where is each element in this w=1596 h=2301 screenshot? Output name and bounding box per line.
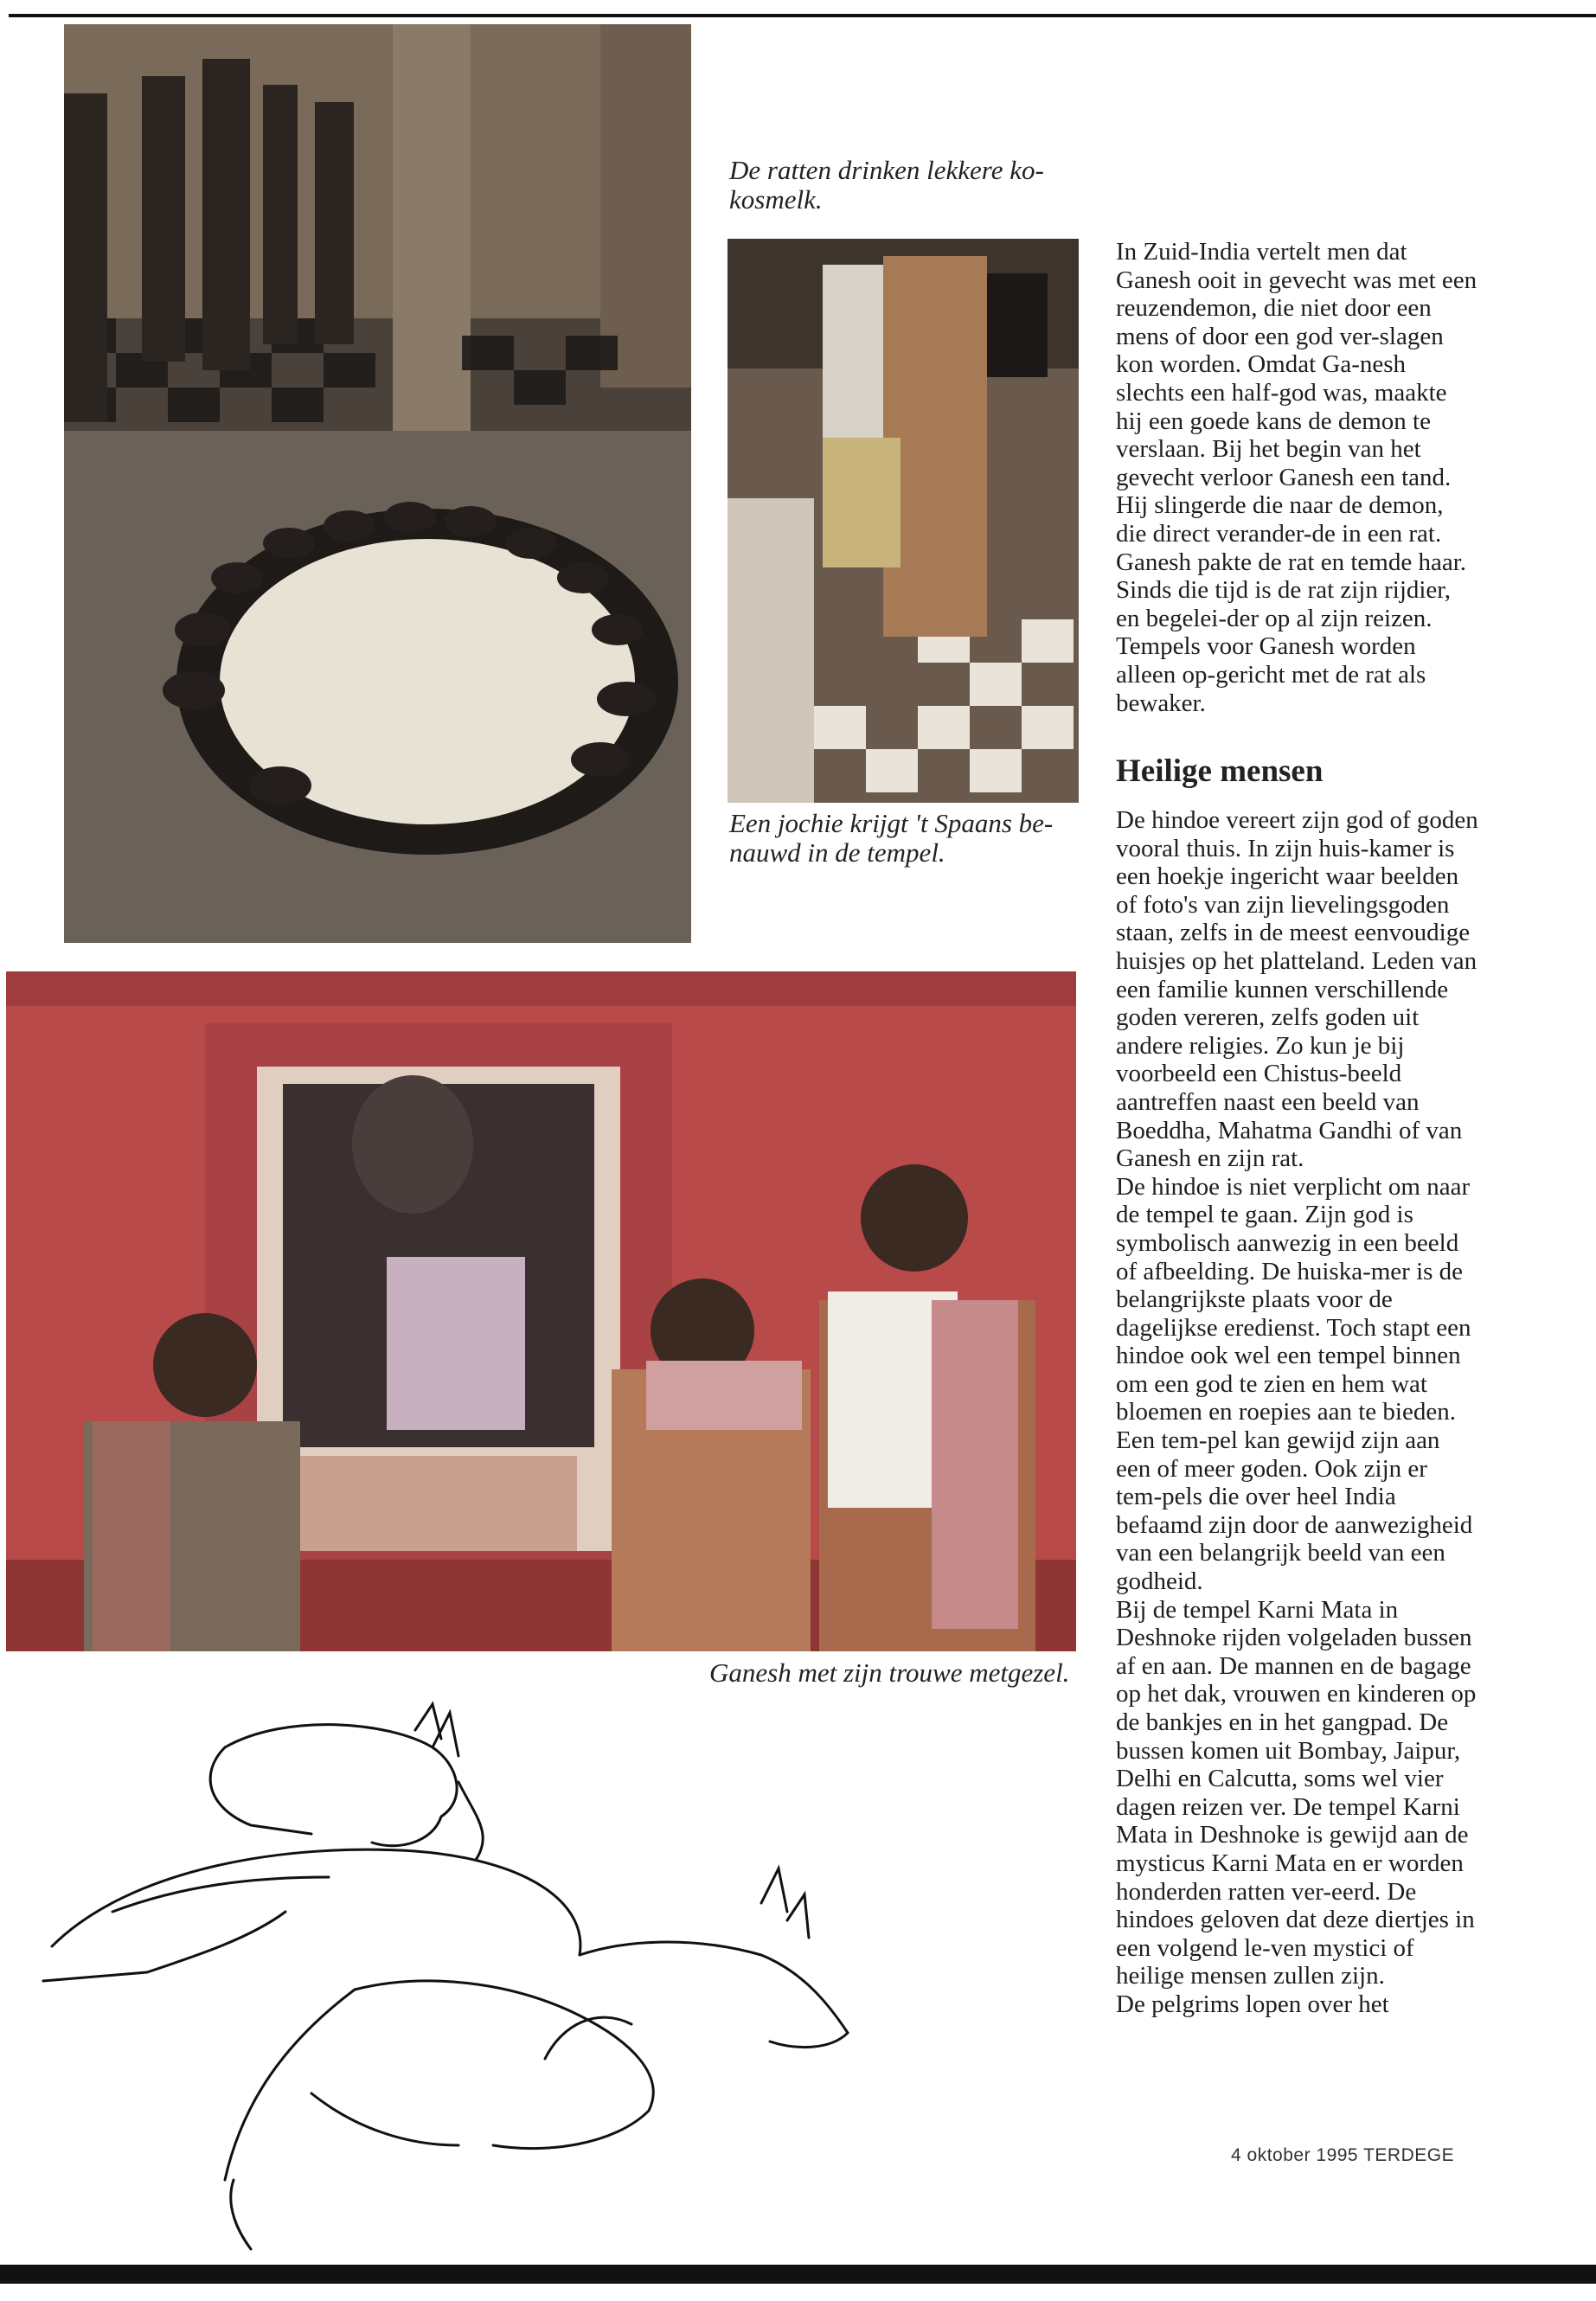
body-paragraph-3: Bij de tempel Karni Mata in Deshnoke rijden volgeladen bussen af en aan. De mannen en de bagage op het dak, vrouwen en kinderen op de bankjes en in het gangpad. De bussen komen uit Bombay, Jaipur, Delhi en Calcutta, soms wel vier dagen reizen ver. De tempel Karni Mata in Deshnoke is gewijd aan de mysticus Karni Mata en er worden honderden ratten ver-eerd. De hindoes geloven dat deze diertjes in een volgend le-ven mystici of heilige mensen zullen zijn. bbox=[1116, 1595, 1477, 1990]
body-paragraph-2: De hindoe is niet verplicht om naar de tempel te gaan. Zijn god is symbolisch aanwezig in een beeld of afbeelding. De huiska-mer is de belangrijkste plaats voor de dagelijkse eredienst. Toch stapt een hindoe ook wel een tempel binnen om een god te zien en hem wat bloemen en roepies aan te bieden. Een tem-pel kan gewijd zijn aan een of meer goden. Ook zijn er tem-pels die over heel India befaamd zijn door de aanwezigheid van een belangrijk beeld van een godheid. bbox=[1116, 1172, 1473, 1596]
section-heading: Heilige mensen bbox=[1116, 753, 1324, 789]
page-footer: 4 oktober 1995 TERDEGE bbox=[1231, 2145, 1455, 2165]
bottom-rule bbox=[0, 2265, 1596, 2284]
body-paragraph-1: De hindoe vereert zijn god of goden vooral thuis. In zijn huis-kamer is een hoekje ingericht waar beelden of foto's van zijn lievelingsgoden staan, zelfs in de meest eenvoudige huisjes op het platteland. Leden van een familie kunnen verschillende goden vereren, zelfs goden uit andere religies. Zo kun je bij voorbeeld een Chistus-beeld aantreffen naast een beeld van Boeddha, Mahatma Gandhi of van Ganesh en zijn rat. bbox=[1116, 806, 1478, 1173]
photo-rats-milk-bowl bbox=[64, 24, 691, 943]
caption-boy-temple: Een jochie krijgt 't Spaans be- nauwd in de tempel. bbox=[729, 808, 1054, 868]
caption-ganesh: Ganesh met zijn trouwe metgezel. bbox=[709, 1657, 1070, 1688]
top-rule bbox=[9, 14, 1596, 17]
photo-boy-in-temple bbox=[727, 239, 1079, 803]
rat-sketch-illustration bbox=[26, 1695, 891, 2258]
body-paragraph-4: De pelgrims lopen over het bbox=[1116, 1990, 1389, 2018]
article-body bbox=[1116, 806, 1479, 2019]
caption-rats-milk: De ratten drinken lekkere ko- kosmelk. bbox=[729, 155, 1044, 215]
photo-ganesh-statue bbox=[6, 971, 1076, 1651]
intro-paragraph: In Zuid-India vertelt men dat Ganesh ooit in gevecht was met een reuzendemon, die niet door een mens of door een god ver-slagen kon worden. Omdat Ga-nesh slechts een half-god was, maakte hij een goede kans de demon te verslaan. Bij het begin van het gevecht verloor Ganesh een tand. Hij slingerde die naar de demon, die direct verander-de in een rat. Ganesh pakte de rat en temde haar. Sinds die tijd is de rat zijn rijdier, en begelei-der op al zijn reizen. Tempels voor Ganesh worden alleen op-gericht met de rat als bewaker. bbox=[1116, 238, 1477, 717]
article-intro bbox=[1116, 238, 1479, 717]
